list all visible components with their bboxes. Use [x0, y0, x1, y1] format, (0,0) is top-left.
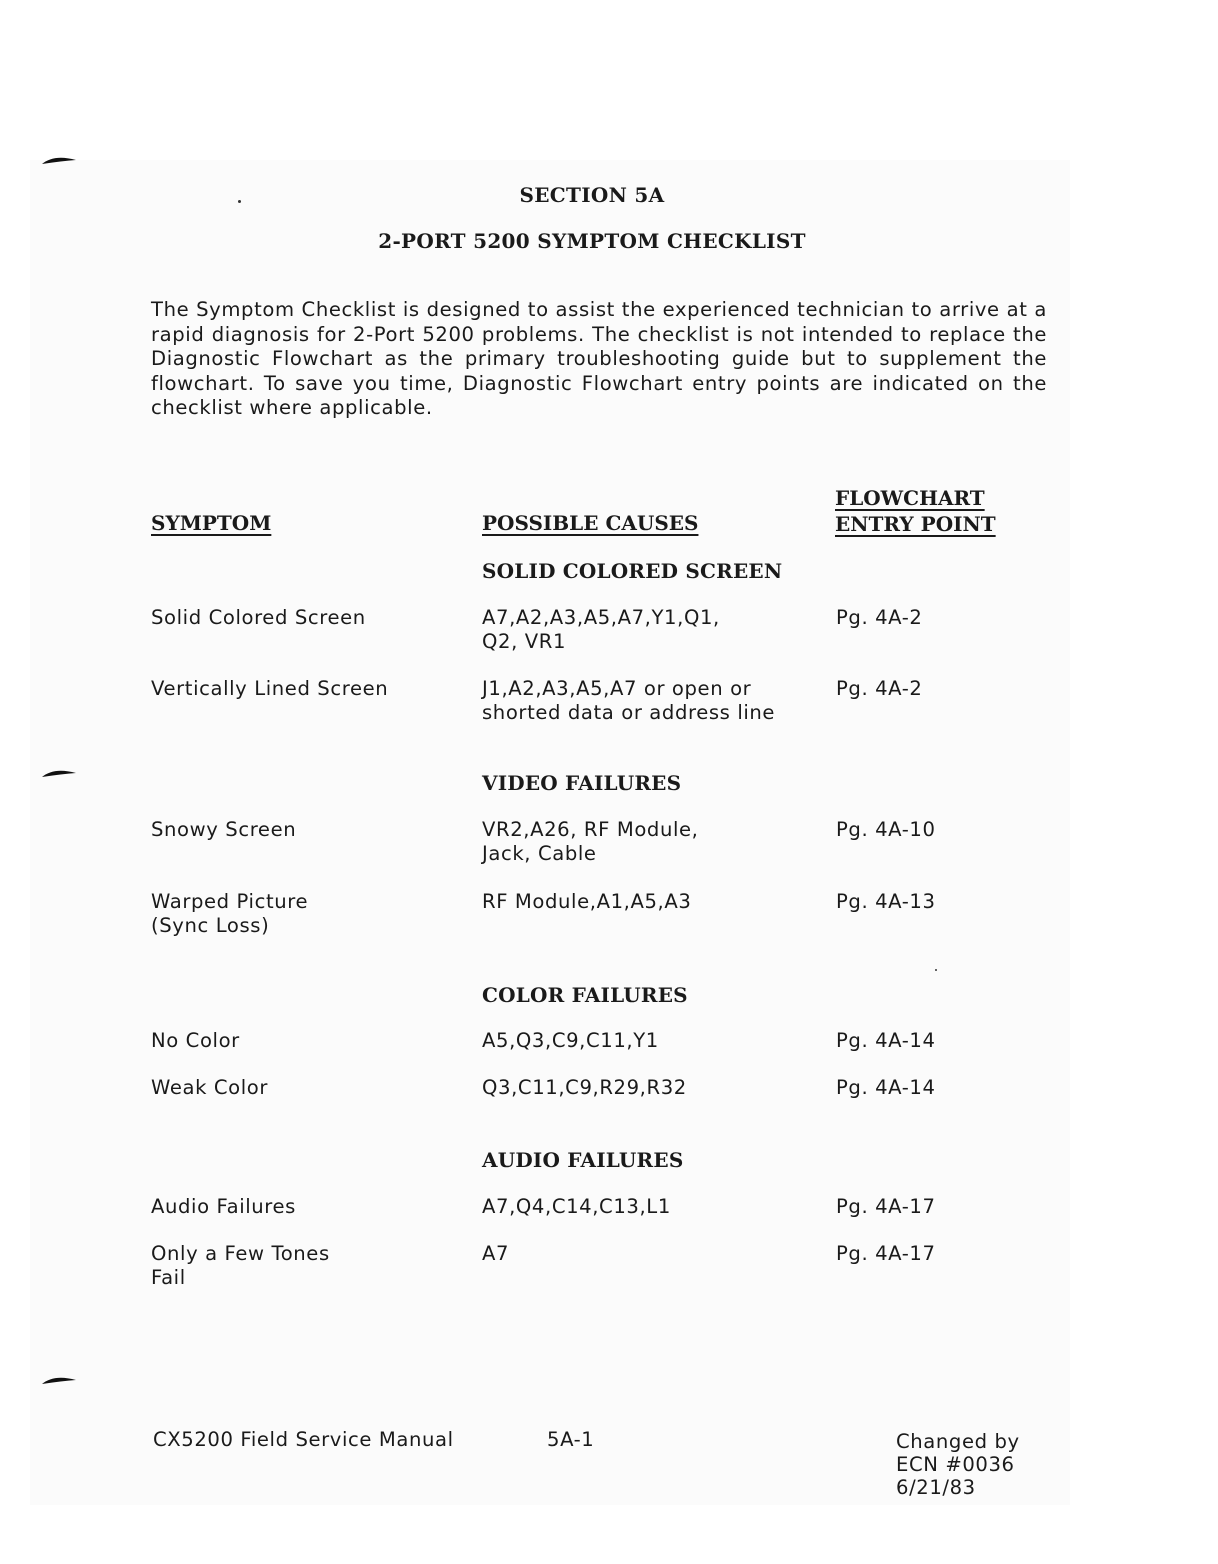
entry-point-cell: Pg. 4A-10 [836, 818, 936, 841]
causes-cell: A7,A2,A3,A5,A7,Y1,Q1, Q2, VR1 [482, 606, 720, 653]
entry-point-cell: Pg. 4A-17 [836, 1195, 936, 1218]
group-title-color-failures: COLOR FAILURES [482, 983, 688, 1007]
symptom-cell: Solid Colored Screen [151, 606, 366, 629]
causes-cell: J1,A2,A3,A5,A7 or open or shorted data or address line [482, 677, 776, 724]
column-header-possible-causes: POSSIBLE CAUSES [482, 511, 699, 535]
footer-page-number: 5A-1 [547, 1428, 595, 1451]
symptom-cell: Vertically Lined Screen [151, 677, 389, 700]
footer-change-note: Changed by ECN #0036 6/21/83 [896, 1430, 1020, 1499]
causes-cell: A7 [482, 1242, 510, 1265]
binder-hole-mark [40, 767, 80, 779]
symptom-cell: Audio Failures [151, 1195, 296, 1218]
group-title-solid-colored-screen: SOLID COLORED SCREEN [482, 559, 783, 583]
entry-point-cell: Pg. 4A-14 [836, 1076, 936, 1099]
causes-cell: RF Module,A1,A5,A3 [482, 890, 692, 913]
entry-point-cell: Pg. 4A-2 [836, 677, 923, 700]
intro-paragraph: The Symptom Checklist is designed to assist the experienced technician to arrive at a rapid diagnosis for 2-Port 5200 problems. The checklist is not intended to replace the Diagnostic Flowchart as the primary troubleshooting guide but to supplement the flowchart. To save you time, Diagnostic Flowchart entry points are indicated on the checklist where applicable. [151, 298, 1047, 419]
entry-point-cell: Pg. 4A-13 [836, 890, 936, 913]
symptom-cell: Weak Color [151, 1076, 269, 1099]
symptom-cell: Only a Few Tones Fail [151, 1242, 330, 1289]
footer-manual-name: CX5200 Field Service Manual [153, 1428, 454, 1451]
column-header-symptom: SYMPTOM [151, 511, 272, 535]
group-title-audio-failures: AUDIO FAILURES [482, 1148, 684, 1172]
entry-point-cell: Pg. 4A-14 [836, 1029, 936, 1052]
causes-cell: A5,Q3,C9,C11,Y1 [482, 1029, 659, 1052]
symptom-cell: Warped Picture (Sync Loss) [151, 890, 309, 937]
causes-cell: A7,Q4,C14,C13,L1 [482, 1195, 671, 1218]
symptom-cell: Snowy Screen [151, 818, 297, 841]
entry-point-cell: Pg. 4A-17 [836, 1242, 936, 1265]
causes-cell: VR2,A26, RF Module, Jack, Cable [482, 818, 699, 865]
scan-speck [935, 969, 937, 971]
column-header-entry-point: FLOWCHART ENTRY POINT [835, 486, 996, 536]
entry-point-cell: Pg. 4A-2 [836, 606, 923, 629]
binder-hole-mark [40, 1374, 80, 1386]
binder-hole-mark [40, 154, 80, 166]
causes-cell: Q3,C11,C9,R29,R32 [482, 1076, 687, 1099]
symptom-cell: No Color [151, 1029, 240, 1052]
document-title: 2-PORT 5200 SYMPTOM CHECKLIST [378, 229, 806, 253]
group-title-video-failures: VIDEO FAILURES [482, 771, 682, 795]
section-label: SECTION 5A [519, 183, 665, 207]
